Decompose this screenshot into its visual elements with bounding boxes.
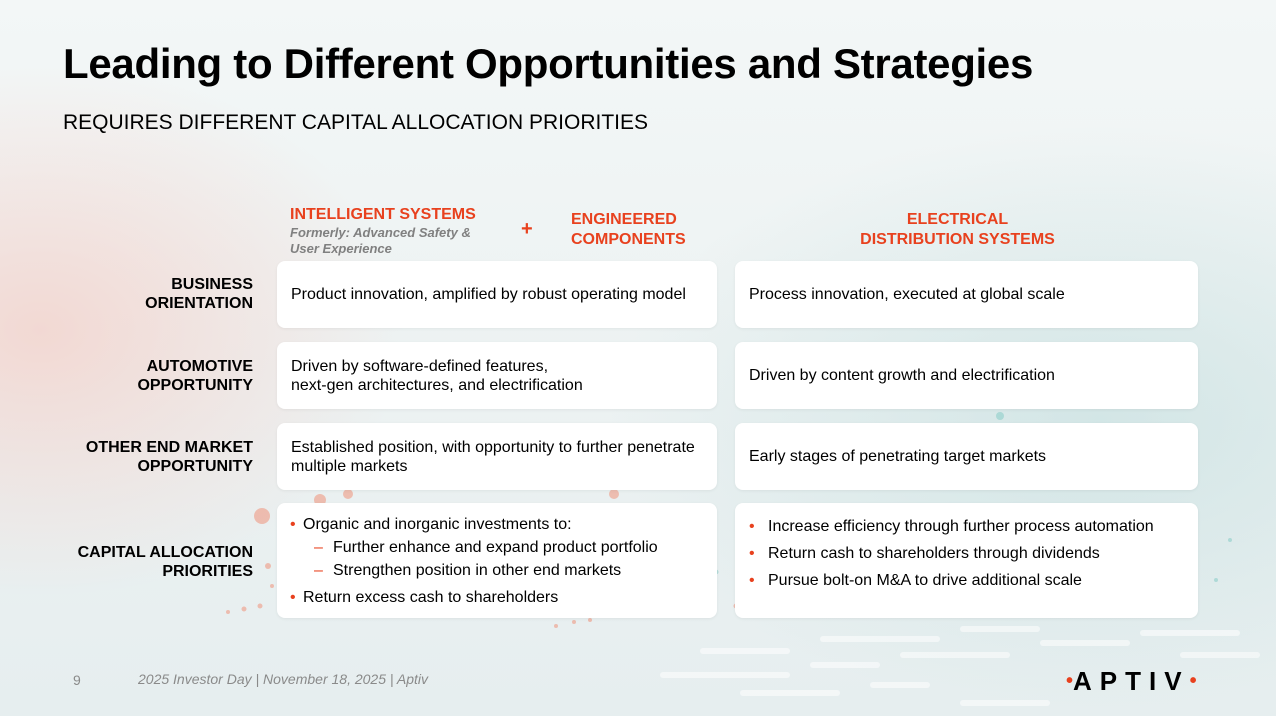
card-business-electrical xyxy=(735,261,1198,328)
list-item: • Return cash to shareholders through dividends xyxy=(749,544,1154,563)
logo-text: APTIV xyxy=(1073,666,1190,696)
card-text: Product innovation, amplified by robust operating model xyxy=(291,286,686,303)
card-business-intelligent xyxy=(277,261,717,328)
row-label-line2: PRIORITIES xyxy=(162,563,253,580)
column-header-intelligent-systems-name: INTELLIGENT SYSTEMS xyxy=(290,206,476,223)
card-text: Process innovation, executed at global scale xyxy=(749,286,1065,303)
row-label-line2: ORIENTATION xyxy=(145,295,253,312)
list-item: • Organic and inorganic investments to: xyxy=(290,515,658,534)
row-label-automotive-opportunity xyxy=(60,357,253,395)
card-text: Driven by content growth and electrification xyxy=(749,367,1055,384)
row-label-line2: OPPORTUNITY xyxy=(137,458,253,475)
card-capital-intelligent xyxy=(277,503,717,618)
page-number: 9 xyxy=(73,672,81,688)
row-label-business-orientation xyxy=(60,275,253,313)
column-header-formerly-note: Formerly: Advanced Safety & User Experience xyxy=(290,225,471,256)
row-label-line1: CAPITAL ALLOCATION xyxy=(77,544,253,561)
plus-sign: + xyxy=(521,218,533,240)
page-subtitle: REQUIRES DIFFERENT CAPITAL ALLOCATION PRIORITIES xyxy=(63,111,648,134)
card-automotive-intelligent xyxy=(277,342,717,409)
card-text-line2: next-gen architectures, and electrification xyxy=(291,376,583,394)
column-header-electrical-distribution xyxy=(800,210,1115,250)
capital-left-list xyxy=(290,515,658,607)
card-text-line1: Driven by software-defined features, xyxy=(291,357,549,375)
capital-right-list xyxy=(749,517,1154,590)
card-text: Early stages of penetrating target markets xyxy=(749,448,1047,465)
row-label-line1: BUSINESS xyxy=(171,276,253,293)
list-item: • Increase efficiency through further process automation xyxy=(749,517,1154,536)
list-item: • Return excess cash to shareholders xyxy=(290,588,658,607)
card-capital-electrical xyxy=(735,503,1198,618)
row-label-line1: OTHER END MARKET xyxy=(85,439,253,456)
column-header-electrical-line2: DISTRIBUTION SYSTEMS xyxy=(860,231,1055,248)
card-other-intelligent xyxy=(277,423,717,490)
list-sub-item: – Further enhance and expand product portfolio xyxy=(290,538,658,557)
column-header-engineered-line1: ENGINEERED xyxy=(571,211,677,228)
row-label-line2: OPPORTUNITY xyxy=(137,377,253,394)
card-automotive-electrical xyxy=(735,342,1198,409)
row-label-line1: AUTOMOTIVE xyxy=(146,358,253,375)
row-label-capital-allocation xyxy=(60,543,253,581)
card-text: Established position, with opportunity to further penetrate multiple markets xyxy=(291,438,695,475)
aptiv-logo: •APTIV• xyxy=(1066,666,1197,696)
column-header-electrical-line1: ELECTRICAL xyxy=(906,211,1009,228)
footer-text: 2025 Investor Day | November 18, 2025 | Aptiv xyxy=(138,671,429,687)
page-title: Leading to Different Opportunities and Strategies xyxy=(63,40,1034,87)
list-sub-item: – Strengthen position in other end markets xyxy=(290,561,658,580)
column-header-engineered-line2: COMPONENTS xyxy=(571,231,686,248)
column-header-engineered-components xyxy=(571,210,686,250)
card-other-electrical xyxy=(735,423,1198,490)
column-header-intelligent-systems xyxy=(290,205,500,257)
list-item: • Pursue bolt-on M&A to drive additional scale xyxy=(749,571,1154,590)
row-label-other-end-market xyxy=(60,438,253,476)
